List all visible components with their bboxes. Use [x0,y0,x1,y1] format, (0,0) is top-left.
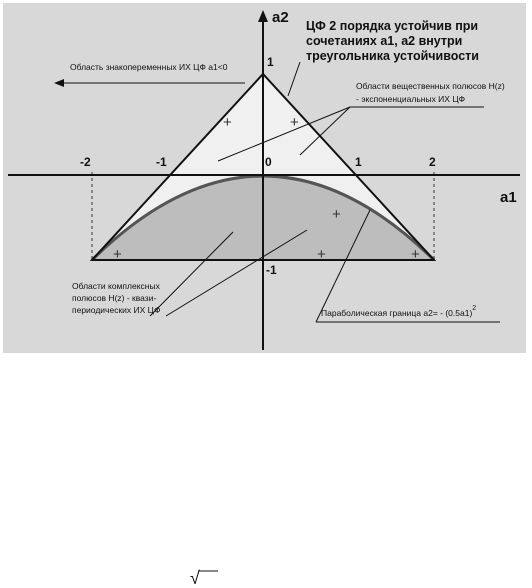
plus-marker-upper-right: + [290,114,299,131]
plus-marker-lower-right: + [411,246,420,263]
axis-a2-label: a2 [272,9,289,26]
title-line-3: треугольника устойчивости [306,49,479,63]
note-parabola: Параболическая граница $а2= - (0.5а1)^2$ [321,305,477,318]
sqrt-symbol: √ [190,568,200,588]
tick-x-1: 1 [355,155,362,169]
plus-marker-lower-center: + [317,246,326,263]
note-complex-poles-line-3: периодических ИХ ЦФ [72,305,161,315]
note-complex-poles-line-1: Области комплексных [72,281,160,291]
tick-x-2: 2 [429,155,436,169]
plus-marker-lower-mid: + [332,206,341,223]
title-line-1: ЦФ 2 порядка устойчив при [306,19,479,33]
tick-y-1: 1 [267,55,274,69]
tick-y-minus1: -1 [266,263,277,277]
note-real-poles-line-1: Области вещественных полюсов H(z) [356,81,505,91]
plus-marker-lower-left: + [113,246,122,263]
plus-marker-upper-left: + [223,114,232,131]
note-real-poles-line-2: - экспоненциальных ИХ ЦФ [356,94,466,104]
title-line-2: сочетаниях а1, а2 внутри [306,34,463,48]
axis-a1-label: a1 [500,189,517,206]
note-alternating: Область знакопеременных ИХ ЦФ а1<0 [70,62,228,72]
tick-x-minus1: -1 [156,155,167,169]
tick-x-minus2: -2 [80,155,91,169]
tick-x-0: 0 [265,155,272,169]
note-complex-poles-line-2: полюсов H(z) - квази- [72,293,157,303]
